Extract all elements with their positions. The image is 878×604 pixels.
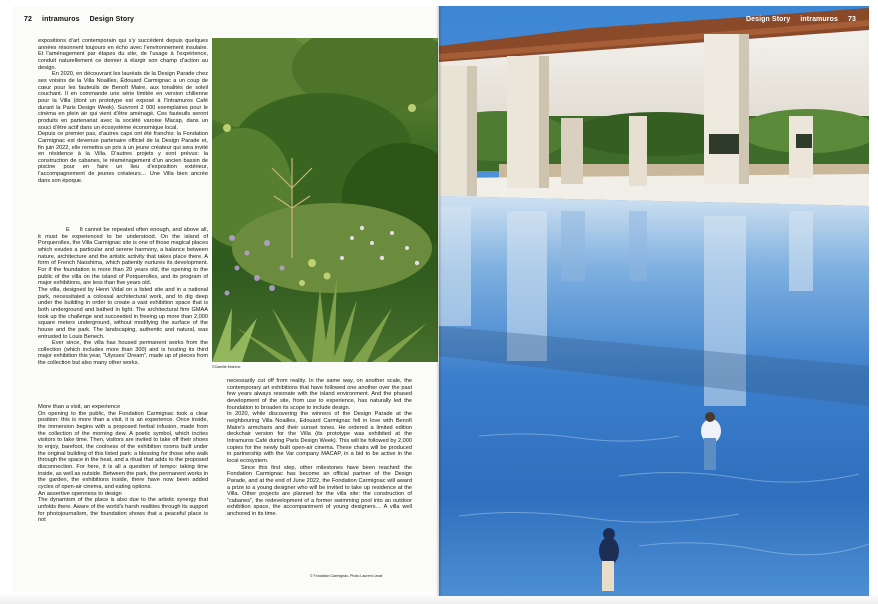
- paragraph: On opening to the public, the Fondation Carmignac took a clear position: this is more than a visit, it is an experience. Once inside, the immersion begins with a proposed herbal infusion, made from the collection of the morning dew. A poetic symbol, which incites visitors to take time. Then, visitors are invited to take off their shoes to enjoy, barefoot, the coolness of the exhibition rooms built under the original building of this listed park: a blessing for those who walk through the space in the heat, and a ritual that adds to the proposed disconnection. For here, it is all a question of tempo: taking time inside, as well as outside. Between the park, the permanent works in the garden, the exhibitions inside, there have now been added cycles of open-air cinema, and eating options.: [38, 410, 208, 490]
- section-name: Design Story: [89, 16, 135, 23]
- section-name: Design Story: [745, 16, 791, 23]
- subheading: An assertive openness to design: [38, 490, 122, 497]
- paragraph: Depuis ce premier pas, d’autres caps ont été franchis: la Fondation Carmignac est devenue partenaire officiel de la Design Parade et, fin juin 2022, elle remettra un prix à un jeune créateur qui sera invité en résidence à la Villa. D’autres projets y sont prévus: la construction de cabanes, le réaménagement d’un ancien bassin de piscine pour en faire un lieu d’exposition extérieur, l’accompagnement de jeunes créateurs… Une Villa bien ancrée dans son époque.: [38, 131, 208, 184]
- right-page-header: [738, 16, 856, 23]
- paragraph: The villa, designed by Henri Vidal on a listed site and in a national park, necessitated a colossal architectural work, and to dig deep under the building in order to create a vast exhibition space that is both underground and bathed in light. The architectural firm GMAA took up the challenge and succeeded in freeing up more than 2,000 square meters underground, without modifying the surface of the house and the park. The landscaping, authentic and natural, was entrusted to Louis Benech.: [38, 286, 208, 340]
- paragraph: En 2020, en découvrant les lauréats de la Design Parade chez ses voisins de la Villa Noailles, Édouard Carmignac a un coup de cœur pour les fauteuils de Benoît Maire, aux tonalités de soleil couchant. Il en commande une série limitée en version chilienne pour la Villa (dont un prototype est exposé à l’Intramuros Café durant la Paris Design Week). Suivront 2 000 exemplaires pour le cinéma en plein air qui vient d’être aménagé. Ces fauteuils seront produits en partenariat avec la société varoise Macap, dans un souci d’être actif dans un écosystème économique local.: [38, 71, 208, 131]
- photo-credit: ©Camille Moirenc: [212, 365, 241, 369]
- magazine-name: intramuros: [42, 16, 80, 23]
- drop-letter: E: [66, 227, 70, 233]
- paragraph: The dynamism of the place is also due to the artistic synergy that unfolds there. Aware of the world’s harsh realities through its support for photojournalism, the foundation shows that a peaceful place is not: [38, 497, 208, 524]
- paragraph: expositions d’art contemporain qui s’y succèdent depuis quelques années résonnent toujours en écho avec l’environnement insulaire. Et l’aménagement par étapes du site, de l’usage à l’expérience, conduit naturellement ce dernier à élargir son champ d’action au design.: [38, 38, 208, 71]
- villa-pool-illustration: [439, 6, 869, 596]
- garden-photo: [212, 38, 438, 362]
- garden-illustration: [212, 38, 438, 362]
- paragraph: necessarily cut off from reality. In the same way, on another scale, the contemporary art exhibitions that have followed one another over the past few years always resonate with the island environment. And the phased development of the site, from use to experience, has naturally led the foundation to broaden its scope to include design.: [227, 378, 412, 411]
- french-text-column: [38, 38, 208, 184]
- page-gutter: [436, 6, 442, 596]
- magazine-name: intramuros: [800, 16, 838, 23]
- left-page-header: [24, 16, 142, 23]
- paragraph: Since this first step, other milestones have been reached: the Fondation Carmignac has become an official partner of the Design Parade, and at the end of June 2022, the Fondation Carmignac will award a prize to a young designer who will be invited to take up residence at the Villa. Other projects are planned for the villa site: the construction of “cabanes”, the redevelopment of a former swimming pool into an outdoor exhibition space, the accompaniment of young designers… A villa well anchored in its time.: [227, 464, 412, 518]
- page-number: 73: [848, 16, 856, 23]
- subheading: More than a visit, an experience: [38, 404, 121, 410]
- english-intro-column: [38, 227, 208, 367]
- paragraph: Ever since, the villa has housed permanent works from the collection (which includes more than 300) and is hosting its third major exhibition this year, “Ulysses’ Dream”, made up of pieces from the collection but also many other works.: [38, 340, 208, 367]
- english-text-column: [38, 404, 208, 524]
- photo-credit: © Fondation Carmignac, Photo Laurent Lecat: [310, 574, 383, 578]
- paragraph: In 2020, while discovering the winners of the Design Parade at the neighbouring Villa Noailles, Edouard Carmignac fell in love with Benoît Maire’s armchairs and their sunset tones. He ordered a limited edition deckchair version for the Villa (its prototype was exhibited at the Intramuros Café during Paris Design Week). This will be followed by 2,000 copies for the newly built open-air cinema. These chairs will be produced in partnership with the Var company MACAP, in a bid to be active in the local ecosystem.: [227, 411, 412, 464]
- page-number: 72: [24, 16, 32, 23]
- paragraph: It cannot be repeated often enough, and above all, it must be experienced to be understood. On the island of Porquerolles, the Villa Carmignac site is one of those magical places which exudes a particular and serene harmony, a balance between nature, architecture and the artistic activity that takes place there. A form of French Naoshima, which patiently nurtures its development. For if the foundation is more than 20 years old, the opening to the public of the villa on the island of Porquerolles, and its program of major exhibitions, are less than five years old.: [38, 227, 208, 287]
- english-text-column-right: [227, 378, 412, 518]
- villa-pool-photo: [439, 6, 869, 596]
